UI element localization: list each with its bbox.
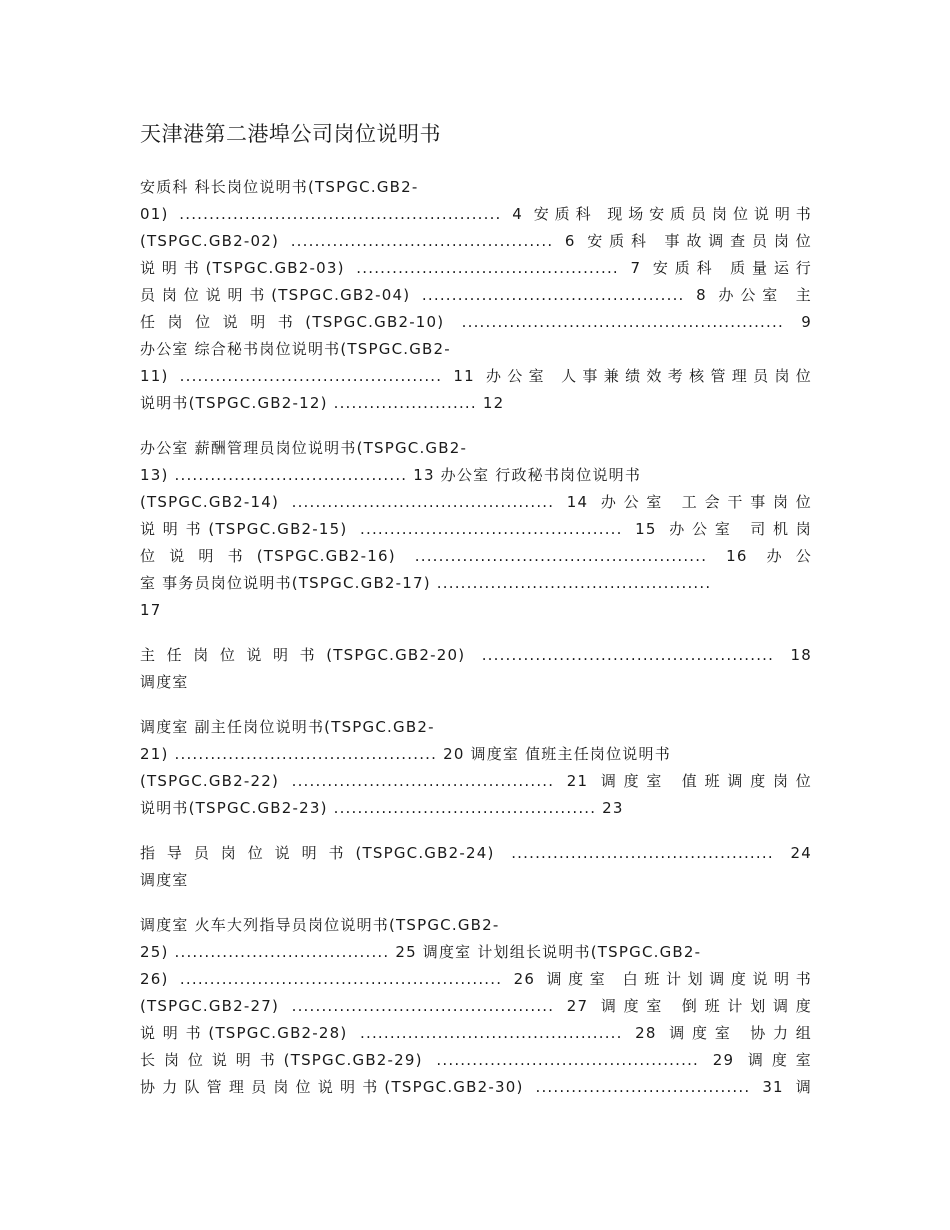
toc-block [140, 174, 812, 417]
table-of-contents [140, 174, 812, 1101]
toc-block [140, 642, 812, 696]
toc-entry-line[interactable]: (TSPGC.GB2-14) ............................................ 14 办公室 工会干事岗位 [140, 493, 812, 511]
toc-entry-line[interactable]: 26) ...................................................... 26 调度室 白班计划调度说明书 [140, 970, 812, 988]
toc-entry-line[interactable]: 办公室 综合秘书岗位说明书(TSPGC.GB2- [140, 340, 451, 358]
toc-entry-line[interactable]: 指导员岗位说明书(TSPGC.GB2-24) ............................................ 24 [140, 844, 812, 862]
toc-entry-line[interactable]: (TSPGC.GB2-27) ............................................ 27 调度室 倒班计划调度 [140, 997, 812, 1015]
toc-entry-line[interactable]: 说明书(TSPGC.GB2-23) ............................................ 23 [140, 799, 624, 817]
toc-entry-line[interactable]: 主任岗位说明书(TSPGC.GB2-20) ................................................. 18 [140, 646, 812, 664]
toc-block [140, 435, 812, 624]
toc-block [140, 714, 812, 822]
toc-entry-line[interactable]: 25) .................................... 25 调度室 计划组长说明书(TSPGC.GB2- [140, 943, 702, 961]
toc-entry-line[interactable]: 01) ...................................................... 4 安质科 现场安质员岗位说明书 [140, 205, 812, 223]
toc-entry-line[interactable]: (TSPGC.GB2-02) ............................................ 6 安质科 事故调查员岗位 [140, 232, 812, 250]
toc-entry-line[interactable]: 说明书(TSPGC.GB2-03) ............................................ 7 安质科 质量运行 [140, 259, 812, 277]
document-title: 天津港第二港埠公司岗位说明书 [140, 122, 441, 146]
toc-entry-line[interactable]: 13) ....................................... 13 办公室 行政秘书岗位说明书 [140, 466, 642, 484]
toc-entry-line[interactable]: 调度室 副主任岗位说明书(TSPGC.GB2- [140, 718, 435, 736]
toc-entry-line[interactable]: 室 事务员岗位说明书(TSPGC.GB2-17) .............................................. [140, 574, 712, 592]
toc-entry-line[interactable]: 说明书(TSPGC.GB2-15) ............................................ 15 办公室 司机岗 [140, 520, 812, 538]
toc-entry-line[interactable]: 调度室 [140, 871, 189, 889]
toc-entry-line[interactable]: (TSPGC.GB2-22) ............................................ 21 调度室 值班调度岗位 [140, 772, 812, 790]
toc-entry-line[interactable]: 员岗位说明书(TSPGC.GB2-04) ............................................ 8 办公室 主 [140, 286, 812, 304]
toc-entry-line[interactable]: 说明书(TSPGC.GB2-12) ........................ 12 [140, 394, 505, 412]
toc-block [140, 840, 812, 894]
toc-entry-line[interactable]: 说明书(TSPGC.GB2-28) ............................................ 28 调度室 协力组 [140, 1024, 812, 1042]
toc-entry-line[interactable]: 11) ............................................ 11 办公室 人事兼绩效考核管理员岗位 [140, 367, 812, 385]
toc-entry-line[interactable]: 调度室 [140, 673, 189, 691]
toc-entry-line[interactable]: 任岗位说明书(TSPGC.GB2-10) ...................................................... 9 [140, 313, 812, 331]
toc-entry-line[interactable]: 长岗位说明书(TSPGC.GB2-29) ............................................ 29 调度室 [140, 1051, 812, 1069]
toc-entry-line[interactable]: 协力队管理员岗位说明书(TSPGC.GB2-30) .................................... 31 调 [140, 1078, 812, 1096]
toc-entry-line[interactable]: 21) ............................................ 20 调度室 值班主任岗位说明书 [140, 745, 671, 763]
toc-entry-line[interactable]: 安质科 科长岗位说明书(TSPGC.GB2- [140, 178, 419, 196]
toc-block [140, 912, 812, 1101]
document-page [140, 118, 812, 1119]
toc-entry-line[interactable]: 办公室 薪酬管理员岗位说明书(TSPGC.GB2- [140, 439, 468, 457]
toc-entry-line[interactable]: 17 [140, 601, 162, 619]
toc-entry-line[interactable]: 位说明书(TSPGC.GB2-16) ................................................. 16 办公 [140, 547, 812, 565]
toc-entry-line[interactable]: 调度室 火车大列指导员岗位说明书(TSPGC.GB2- [140, 916, 500, 934]
